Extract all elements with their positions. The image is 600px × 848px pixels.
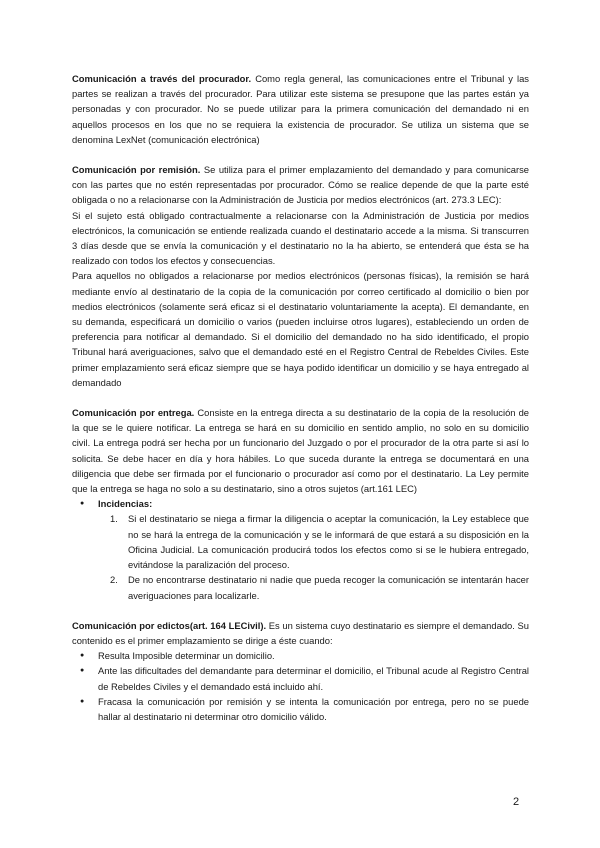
- list-item: ● Ante las dificultades del demandante para determinar el domicilio, el Tribunal acude al Registro Central de Rebeldes Civiles y el demandado está incluido ahí.: [98, 663, 529, 693]
- incidencias-label: Incidencias:: [98, 498, 153, 510]
- section-procurador: [72, 71, 529, 147]
- heading-entrega: Comunicación por entrega.: [72, 407, 195, 419]
- section-remision: [72, 162, 529, 208]
- list-item: ● Fracasa la comunicación por remisión y se intenta la comunicación por entrega, pero no se puede hallar al destinatario ni determinar otro domicilio válido.: [98, 694, 529, 724]
- body-remision: Se utiliza para el primer emplazamiento del demandado y para comunicarse con las partes que no estén representadas por procurador. Cómo se realice depende de que la parte esté obligada o no a relacionarse con la Administración de Justicia por medios electrónicos (art. 273.3 LEC):: [72, 164, 530, 206]
- remision-paragraph-2: Si el sujeto está obligado contractualmente a relacionarse con la Administración de Justicia por medios electrónicos, la comunicación se entiende realizada cuando el destinatario accede a la misma. Si transcurren 3 días desde que se envía la comunicación y el destinatario no la ha abierto, se entenderá que ésta se ha realizado con todos los efectos y consecuencias.: [72, 209, 529, 267]
- list-item: [98, 496, 529, 511]
- remision-paragraph-3: Para aquellos no obligados a relacionarse por medios electrónicos (personas físicas), la remisión se hará mediante envío al destinatario de la copia de la comunicación por correo certificado al domicilio o bien por medios electrónicos (solamente será eficaz si el destinatario voluntariamente la acepta). El demandante, en su demanda, especificará un domicilio o varios (pueden incluirse otros lugares), estableciendo un orden de preferencia para notificar al demandado. Si el domicilio del demandado no ha sido identificado, el propio Tribunal hará averiguaciones, salvo que el demandado esté en el Registro Central de Rebeldes Civiles. Este primer emplazamiento será eficaz siempre que se haya podido identificar un domicilio y se haya entregado al demandado: [72, 270, 529, 388]
- list-item: [110, 572, 529, 602]
- list-item: ● Resulta Imposible determinar un domicilio.: [98, 648, 529, 663]
- item-number: 2.: [110, 574, 118, 586]
- section-entrega: [72, 405, 529, 496]
- section-edictos: [72, 618, 529, 648]
- heading-procurador: Comunicación a través del procurador.: [72, 73, 252, 84]
- heading-edictos: Comunicación por edictos(art. 164 LECivil).: [72, 619, 267, 631]
- list-item: [110, 511, 529, 572]
- incidencias-list: [72, 496, 529, 511]
- body-entrega: Consiste en la entrega directa a su destinatario de la copia de la resolución de la que se le quiere notificar. La entrega se hará en su domicilio en sentido amplio, no solo en su domicilio civil. La entrega podrá ser hecha por un funcionario del Juzgado o por el procurador de la otra parte si así lo solicita. Se debe hacer en día y hora hábiles. Lo que suceda durante la entrega se documentará en una diligencia que debe ser firmada por el funcionario o procurador así como por el destinatario. La Ley permite que la entrega se haga no solo a su destinatario, sino a otros sujetos (art.161 LEC): [72, 407, 530, 495]
- item-number: 1.: [110, 513, 118, 525]
- edictos-list: [72, 648, 529, 724]
- item-text: Si el destinatario se niega a firmar la diligencia o aceptar la comunicación, la Ley establece que no se hará la entrega de la comunicación y se le informará de que estará a su disposición en la Oficina Judicial. La comunicación producirá todos los efectos como si se le hubiera entregado, evitándose la paralización del proceso.: [128, 513, 529, 571]
- document-body: [72, 71, 529, 724]
- page-number: 2: [513, 796, 520, 808]
- incidencias-numbered-list: [72, 511, 529, 602]
- body-edictos: Es un sistema cuyo destinatario es siempre el demandado. Su contenido es el primer emplazamiento se dirige a éste cuando:: [72, 619, 530, 646]
- body-procurador: Como regla general, las comunicaciones entre el Tribunal y las partes se realizan a través del procurador. Para utilizar este sistema se presupone que las partes están ya personadas y con procurador. No se puede utilizar para la primera comunicación del demandado ni en aquellos procesos en los que no se requiera la existencia de procurador. Se utiliza un sistema que se denomina LexNet (comunicación electrónica): [72, 73, 529, 145]
- heading-remision: Comunicación por remisión.: [72, 164, 201, 176]
- item-text: De no encontrarse destinatario ni nadie que pueda recoger la comunicación se intentarán hacer averiguaciones para localizarle.: [128, 574, 529, 601]
